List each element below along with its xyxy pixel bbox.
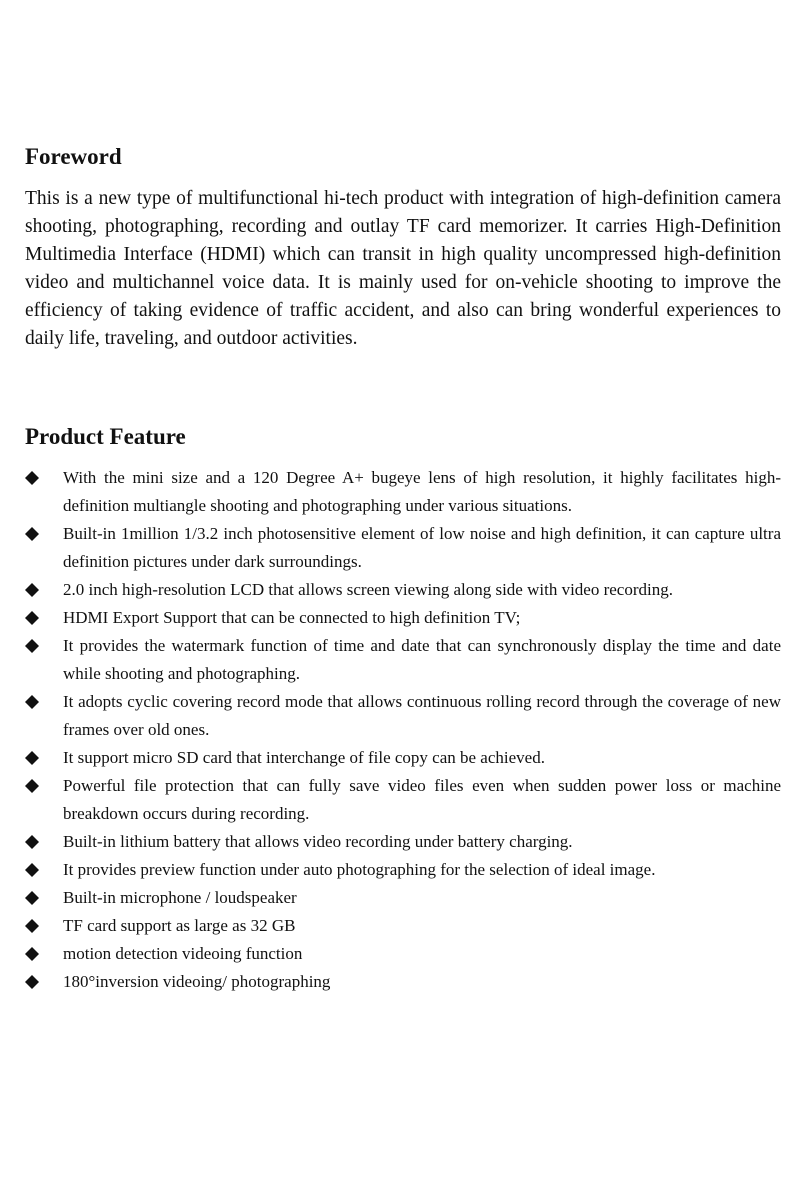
feature-text: motion detection videoing function	[63, 944, 303, 963]
feature-item	[25, 576, 781, 604]
feature-item	[25, 520, 781, 576]
diamond-bullet-icon	[25, 611, 39, 625]
feature-text: Powerful file protection that can fully save video files even when sudden power loss or machine breakdown occurs during recording.	[63, 776, 781, 823]
diamond-bullet-icon	[25, 919, 39, 933]
feature-item	[25, 912, 781, 940]
feature-text: With the mini size and a 120 Degree A+ bugeye lens of high resolution, it highly facilitates high-definition multiangle shooting and photographing under various situations.	[63, 468, 781, 515]
foreword-paragraph: This is a new type of multifunctional hi-tech product with integration of high-definition camera shooting, photographing, recording and outlay TF card memorizer. It carries High-Definition Multimedia Interface (HDMI) which can transit in high quality uncompressed high-definition video and multichannel voice data. It is mainly used for on-vehicle shooting to improve the efficiency of taking evidence of traffic accident, and also can bring wonderful experiences to daily life, traveling, and outdoor activities.	[25, 188, 781, 349]
feature-text: It support micro SD card that interchange of file copy can be achieved.	[63, 748, 545, 767]
feature-item	[25, 828, 781, 856]
feature-text: It provides preview function under auto photographing for the selection of ideal image.	[63, 860, 656, 879]
feature-text: Built-in lithium battery that allows video recording under battery charging.	[63, 832, 573, 851]
diamond-bullet-icon	[25, 975, 39, 989]
diamond-bullet-icon	[25, 471, 39, 485]
feature-item	[25, 632, 781, 688]
feature-item	[25, 856, 781, 884]
feature-text: Built-in microphone / loudspeaker	[63, 888, 297, 907]
feature-item	[25, 968, 781, 996]
foreword-heading: Foreword	[25, 144, 122, 169]
diamond-bullet-icon	[25, 891, 39, 905]
feature-item	[25, 464, 781, 520]
feature-item	[25, 688, 781, 744]
diamond-bullet-icon	[25, 779, 39, 793]
feature-text: 2.0 inch high-resolution LCD that allows screen viewing along side with video recording.	[63, 580, 673, 599]
feature-item	[25, 744, 781, 772]
feature-item	[25, 884, 781, 912]
feature-item	[25, 940, 781, 968]
feature-item	[25, 604, 781, 632]
diamond-bullet-icon	[25, 639, 39, 653]
product-feature-heading: Product Feature	[25, 424, 186, 449]
feature-text: Built-in 1million 1/3.2 inch photosensitive element of low noise and high definition, it can capture ultra definition pictures under dark surroundings.	[63, 524, 781, 571]
feature-item	[25, 772, 781, 828]
diamond-bullet-icon	[25, 583, 39, 597]
diamond-bullet-icon	[25, 863, 39, 877]
feature-text: HDMI Export Support that can be connected to high definition TV;	[63, 608, 521, 627]
diamond-bullet-icon	[25, 695, 39, 709]
feature-text: It adopts cyclic covering record mode that allows continuous rolling record through the coverage of new frames over old ones.	[63, 692, 781, 739]
diamond-bullet-icon	[25, 527, 39, 541]
diamond-bullet-icon	[25, 835, 39, 849]
feature-text: TF card support as large as 32 GB	[63, 916, 296, 935]
diamond-bullet-icon	[25, 751, 39, 765]
feature-text: 180°inversion videoing/ photographing	[63, 972, 331, 991]
diamond-bullet-icon	[25, 947, 39, 961]
feature-list	[25, 464, 781, 996]
feature-text: It provides the watermark function of time and date that can synchronously display the time and date while shooting and photographing.	[63, 636, 781, 683]
